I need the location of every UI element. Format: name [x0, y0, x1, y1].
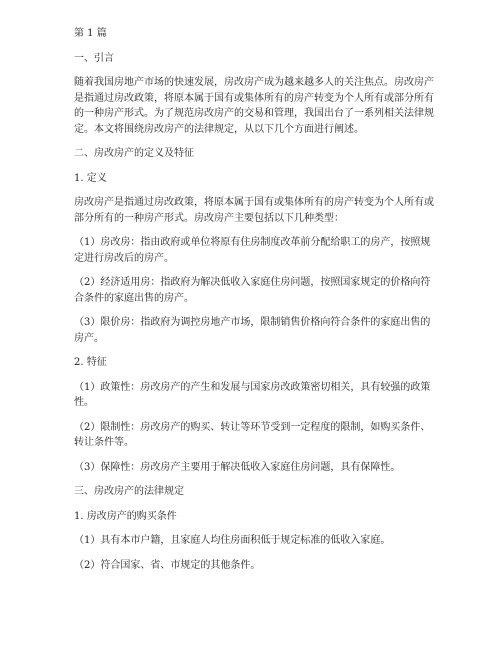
paragraph [74, 275, 434, 306]
paragraph-spacer [74, 451, 434, 460]
document-page [74, 26, 434, 573]
paragraph-line: 定。本文将围绕房改房产的法律规定，从以下几个方面进行阐述。 [74, 123, 364, 135]
paragraph-line: 一、引言 [74, 52, 114, 64]
paragraph [74, 195, 434, 226]
paragraph-line: （2）经济适用房：指政府为解决低收入家庭住房问题，按照国家规定的价格向符 [74, 277, 431, 288]
paragraph [74, 380, 434, 411]
paragraph-line: 房产。 [74, 332, 104, 344]
paragraph [74, 533, 434, 549]
paragraph-line: 房改房产是指通过房改政策，将原本属于国有或集体所有的房产转变为个人所有或 [74, 197, 434, 208]
paragraph [74, 235, 434, 266]
paragraph-spacer [74, 186, 434, 195]
paragraph-spacer [74, 500, 434, 509]
paragraph [74, 420, 434, 451]
paragraph-line: （1）房改房：指由政府或单位将原有住房制度改革前分配给职工的房产，按照规 [74, 237, 431, 248]
paragraph [74, 75, 434, 137]
paragraph-spacer [74, 524, 434, 533]
paragraph-line: 是指通过房改政策，将原本属于国有或集体所有的房产转变为个人所有或部分所有 [74, 92, 434, 104]
paragraph-spacer [74, 266, 434, 275]
document-title: 第 1 篇 [74, 28, 107, 39]
paragraph [74, 171, 434, 187]
paragraph-line: 二、房改房产的定义及特征 [74, 148, 194, 159]
paragraph-line: （3）限价房：指政府为调控房地产市场，限制销售价格向符合条件的家庭出售的 [74, 317, 431, 328]
paragraph-line: 定进行房改后的房产。 [74, 252, 174, 264]
paragraph-line: 转让条件等。 [74, 437, 134, 448]
paragraph [74, 146, 434, 162]
paragraph-line: 的一种房产形式。为了规范房改房产的交易和管理，我国出台了一系列相关法律规 [74, 108, 434, 119]
paragraph-spacer [74, 42, 434, 51]
paragraph-spacer [74, 66, 434, 75]
paragraph-line: （1）具有本市户籍，且家庭人均住房面积低于规定标准的低收入家庭。 [74, 535, 391, 546]
paragraph-line: 三、房改房产的法律规定 [74, 486, 184, 497]
paragraph [74, 509, 434, 525]
paragraph-spacer [74, 549, 434, 558]
paragraph-spacer [74, 346, 434, 355]
paragraph [74, 558, 434, 574]
paragraph-line: 1. 定义 [74, 172, 107, 184]
paragraph-line: 随着我国房地产市场的快速发展，房改房产成为越来越多人的关注焦点。房改房产 [74, 77, 434, 88]
paragraph-line: 部分所有的一种房产形式。房改房产主要包括以下几种类型： [74, 212, 344, 224]
paragraph-line: （2）限制性：房改房产的购买、转让等环节受到一定程度的限制，如购买条件、 [74, 421, 431, 433]
paragraph-line: 合条件的家庭出售的房产。 [74, 292, 194, 304]
paragraph-spacer [74, 162, 434, 171]
paragraph [74, 51, 434, 67]
paragraph-spacer [74, 411, 434, 420]
paragraph-spacer [74, 371, 434, 380]
paragraph-line: （3）保障性：房改房产主要用于解决低收入家庭住房问题，具有保障性。 [74, 461, 401, 473]
paragraph-spacer [74, 306, 434, 315]
paragraph-spacer [74, 137, 434, 146]
paragraph-line: （2）符合国家、省、市规定的其他条件。 [74, 559, 261, 571]
paragraph [74, 460, 434, 476]
paragraph-line: 性。 [74, 397, 94, 408]
paragraph [74, 355, 434, 371]
paragraph-spacer [74, 226, 434, 235]
paragraph-line: 1. 房改房产的购买条件 [74, 510, 177, 522]
paragraph-line: 2. 特征 [74, 357, 107, 368]
paragraph-line: （1）政策性：房改房产的产生和发展与国家房改政策密切相关，具有较强的政策 [74, 381, 431, 393]
paragraph [74, 315, 434, 346]
paragraph-spacer [74, 475, 434, 484]
document-body [74, 42, 434, 574]
paragraph [74, 484, 434, 500]
